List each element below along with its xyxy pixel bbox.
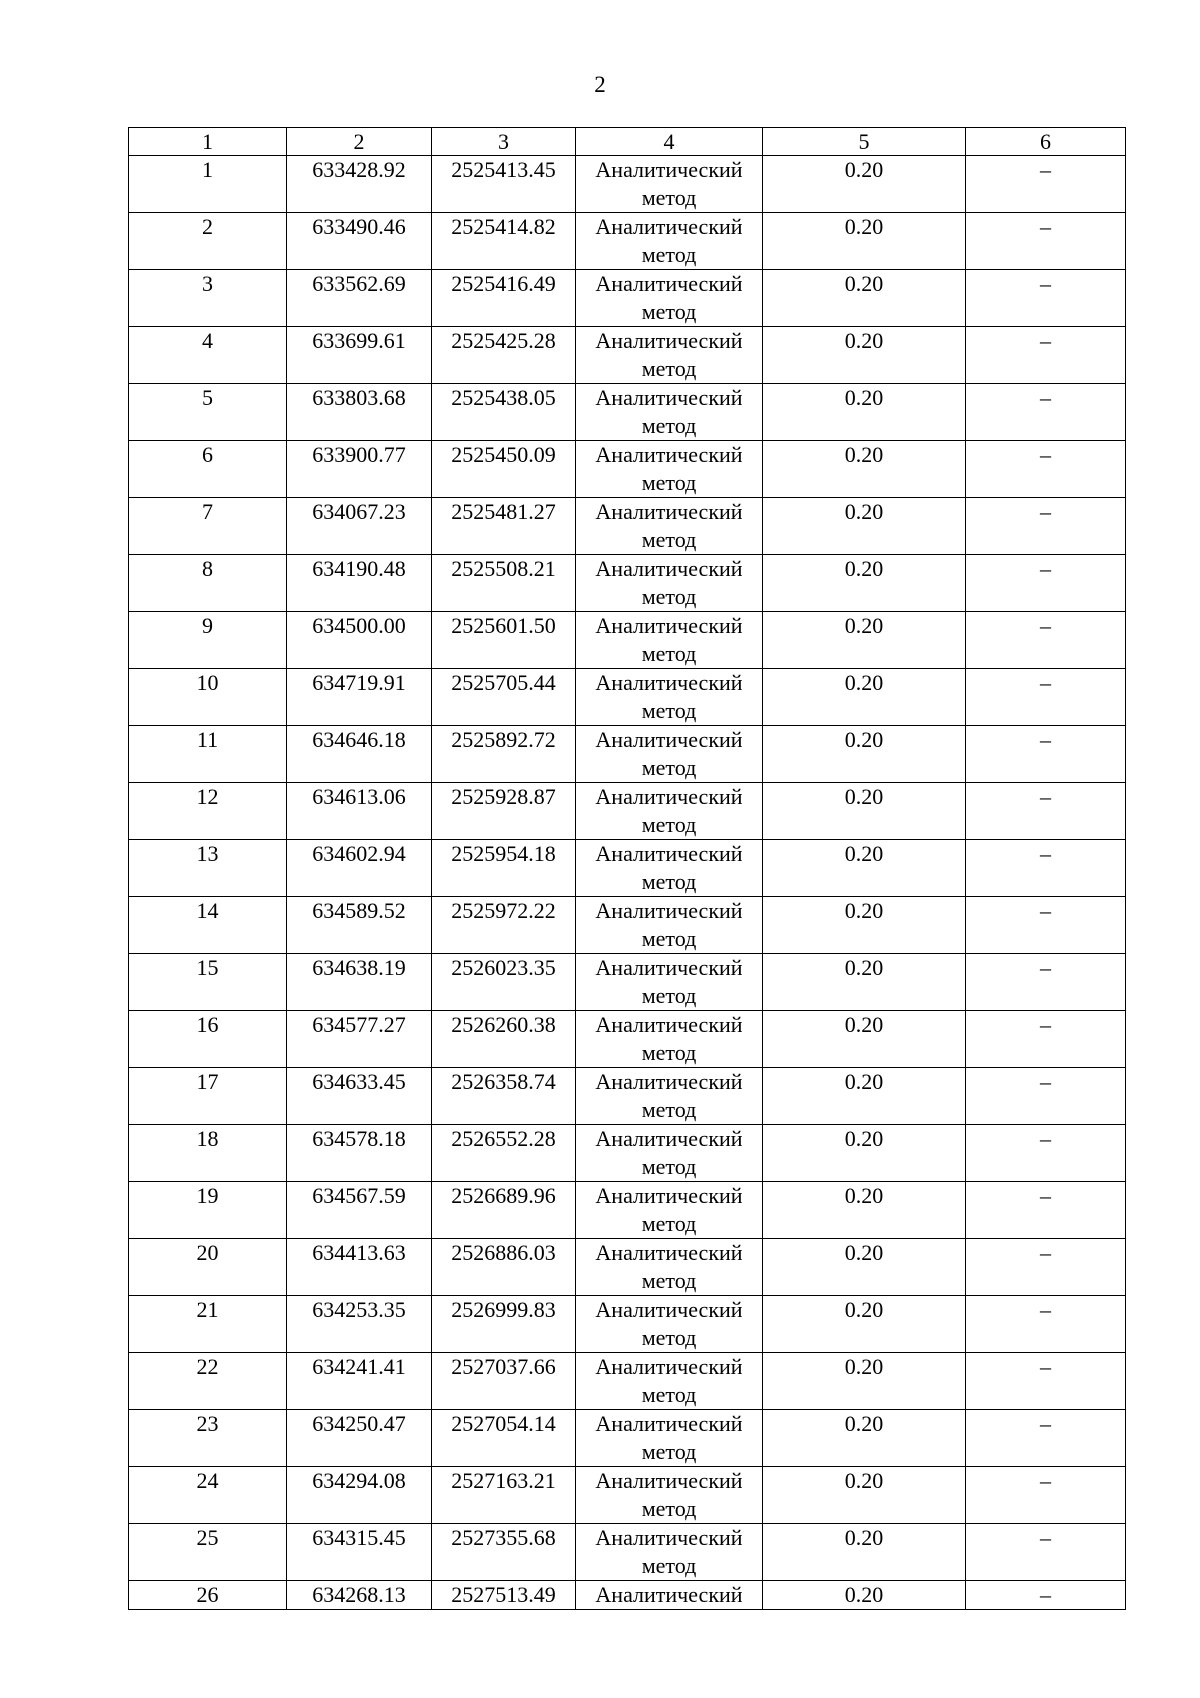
accuracy-cell: 0.20 (763, 156, 966, 213)
method-cell: Аналитический метод (576, 954, 763, 1011)
y-coordinate-cell: 2525413.45 (432, 156, 576, 213)
note-cell: – (966, 897, 1126, 954)
note-cell: – (966, 270, 1126, 327)
point-number-cell: 25 (129, 1524, 287, 1581)
y-coordinate-cell: 2525928.87 (432, 783, 576, 840)
y-coordinate-cell: 2525481.27 (432, 498, 576, 555)
note-cell: – (966, 726, 1126, 783)
y-coordinate-cell: 2527163.21 (432, 1467, 576, 1524)
y-coordinate-cell: 2525508.21 (432, 555, 576, 612)
point-number-cell: 1 (129, 156, 287, 213)
x-coordinate-cell: 634578.18 (287, 1125, 432, 1182)
x-coordinate-cell: 633699.61 (287, 327, 432, 384)
method-cell: Аналитический метод (576, 1068, 763, 1125)
table-row (129, 1239, 1126, 1296)
table-row (129, 897, 1126, 954)
column-header: 1 (129, 128, 287, 156)
table-row (129, 441, 1126, 498)
y-coordinate-cell: 2525450.09 (432, 441, 576, 498)
table-row (129, 954, 1126, 1011)
table-row (129, 1068, 1126, 1125)
method-cell: Аналитический метод (576, 1524, 763, 1581)
page-number: 2 (594, 72, 606, 97)
x-coordinate-cell: 634638.19 (287, 954, 432, 1011)
method-cell: Аналитический метод (576, 384, 763, 441)
table-row (129, 327, 1126, 384)
accuracy-cell: 0.20 (763, 840, 966, 897)
point-number-cell: 8 (129, 555, 287, 612)
x-coordinate-cell: 633490.46 (287, 213, 432, 270)
x-coordinate-cell: 634613.06 (287, 783, 432, 840)
column-header: 6 (966, 128, 1126, 156)
x-coordinate-cell: 634577.27 (287, 1011, 432, 1068)
table-header-row (129, 128, 1126, 156)
method-cell: Аналитический метод (576, 1011, 763, 1068)
accuracy-cell: 0.20 (763, 498, 966, 555)
note-cell: – (966, 669, 1126, 726)
y-coordinate-cell: 2525972.22 (432, 897, 576, 954)
note-cell: – (966, 1410, 1126, 1467)
column-header: 5 (763, 128, 966, 156)
x-coordinate-cell: 634268.13 (287, 1581, 432, 1610)
accuracy-cell: 0.20 (763, 1239, 966, 1296)
table-row (129, 1296, 1126, 1353)
point-number-cell: 9 (129, 612, 287, 669)
note-cell: – (966, 840, 1126, 897)
accuracy-cell: 0.20 (763, 954, 966, 1011)
accuracy-cell: 0.20 (763, 1410, 966, 1467)
x-coordinate-cell: 633900.77 (287, 441, 432, 498)
table-row (129, 156, 1126, 213)
note-cell: – (966, 954, 1126, 1011)
method-cell: Аналитический метод (576, 156, 763, 213)
accuracy-cell: 0.20 (763, 327, 966, 384)
y-coordinate-cell: 2527037.66 (432, 1353, 576, 1410)
x-coordinate-cell: 634241.41 (287, 1353, 432, 1410)
table-body (129, 156, 1126, 1610)
point-number-cell: 12 (129, 783, 287, 840)
table-row (129, 726, 1126, 783)
accuracy-cell: 0.20 (763, 213, 966, 270)
column-header: 4 (576, 128, 763, 156)
x-coordinate-cell: 633803.68 (287, 384, 432, 441)
x-coordinate-cell: 634589.52 (287, 897, 432, 954)
method-cell: Аналитический метод (576, 327, 763, 384)
point-number-cell: 19 (129, 1182, 287, 1239)
method-cell: Аналитический метод (576, 441, 763, 498)
x-coordinate-cell: 634567.59 (287, 1182, 432, 1239)
point-number-cell: 24 (129, 1467, 287, 1524)
note-cell: – (966, 1011, 1126, 1068)
column-header: 2 (287, 128, 432, 156)
table-row (129, 1467, 1126, 1524)
x-coordinate-cell: 634719.91 (287, 669, 432, 726)
note-cell: – (966, 1068, 1126, 1125)
note-cell: – (966, 1239, 1126, 1296)
note-cell: – (966, 498, 1126, 555)
point-number-cell: 22 (129, 1353, 287, 1410)
table-row (129, 555, 1126, 612)
table-row (129, 1410, 1126, 1467)
accuracy-cell: 0.20 (763, 1068, 966, 1125)
y-coordinate-cell: 2527513.49 (432, 1581, 576, 1610)
table-row (129, 1581, 1126, 1610)
accuracy-cell: 0.20 (763, 384, 966, 441)
point-number-cell: 5 (129, 384, 287, 441)
x-coordinate-cell: 634250.47 (287, 1410, 432, 1467)
y-coordinate-cell: 2526886.03 (432, 1239, 576, 1296)
point-number-cell: 13 (129, 840, 287, 897)
point-number-cell: 6 (129, 441, 287, 498)
method-cell: Аналитический метод (576, 669, 763, 726)
x-coordinate-cell: 634413.63 (287, 1239, 432, 1296)
note-cell: – (966, 156, 1126, 213)
accuracy-cell: 0.20 (763, 783, 966, 840)
point-number-cell: 4 (129, 327, 287, 384)
note-cell: – (966, 1524, 1126, 1581)
accuracy-cell: 0.20 (763, 1581, 966, 1610)
table-row (129, 1125, 1126, 1182)
point-number-cell: 23 (129, 1410, 287, 1467)
y-coordinate-cell: 2525425.28 (432, 327, 576, 384)
y-coordinate-cell: 2526552.28 (432, 1125, 576, 1182)
point-number-cell: 7 (129, 498, 287, 555)
table-row (129, 498, 1126, 555)
y-coordinate-cell: 2525601.50 (432, 612, 576, 669)
accuracy-cell: 0.20 (763, 669, 966, 726)
method-cell: Аналитический метод (576, 498, 763, 555)
y-coordinate-cell: 2525438.05 (432, 384, 576, 441)
note-cell: – (966, 1353, 1126, 1410)
y-coordinate-cell: 2525705.44 (432, 669, 576, 726)
point-number-cell: 21 (129, 1296, 287, 1353)
x-coordinate-cell: 634315.45 (287, 1524, 432, 1581)
method-cell: Аналитический (576, 1581, 763, 1610)
table-row (129, 1353, 1126, 1410)
y-coordinate-cell: 2526260.38 (432, 1011, 576, 1068)
method-cell: Аналитический метод (576, 840, 763, 897)
y-coordinate-cell: 2525954.18 (432, 840, 576, 897)
method-cell: Аналитический метод (576, 1125, 763, 1182)
method-cell: Аналитический метод (576, 1239, 763, 1296)
method-cell: Аналитический метод (576, 213, 763, 270)
note-cell: – (966, 327, 1126, 384)
note-cell: – (966, 1467, 1126, 1524)
accuracy-cell: 0.20 (763, 1296, 966, 1353)
y-coordinate-cell: 2526689.96 (432, 1182, 576, 1239)
point-number-cell: 3 (129, 270, 287, 327)
point-number-cell: 10 (129, 669, 287, 726)
table-row (129, 384, 1126, 441)
coordinates-table (128, 127, 1126, 1610)
x-coordinate-cell: 634602.94 (287, 840, 432, 897)
table-row (129, 213, 1126, 270)
x-coordinate-cell: 634190.48 (287, 555, 432, 612)
method-cell: Аналитический метод (576, 783, 763, 840)
x-coordinate-cell: 634633.45 (287, 1068, 432, 1125)
table-row (129, 669, 1126, 726)
accuracy-cell: 0.20 (763, 270, 966, 327)
x-coordinate-cell: 634067.23 (287, 498, 432, 555)
y-coordinate-cell: 2527355.68 (432, 1524, 576, 1581)
x-coordinate-cell: 634294.08 (287, 1467, 432, 1524)
accuracy-cell: 0.20 (763, 1467, 966, 1524)
column-header: 3 (432, 128, 576, 156)
method-cell: Аналитический метод (576, 612, 763, 669)
x-coordinate-cell: 634500.00 (287, 612, 432, 669)
table-row (129, 612, 1126, 669)
note-cell: – (966, 1296, 1126, 1353)
method-cell: Аналитический метод (576, 555, 763, 612)
accuracy-cell: 0.20 (763, 555, 966, 612)
method-cell: Аналитический метод (576, 1353, 763, 1410)
method-cell: Аналитический метод (576, 1182, 763, 1239)
y-coordinate-cell: 2525414.82 (432, 213, 576, 270)
x-coordinate-cell: 633428.92 (287, 156, 432, 213)
note-cell: – (966, 555, 1126, 612)
point-number-cell: 18 (129, 1125, 287, 1182)
point-number-cell: 20 (129, 1239, 287, 1296)
note-cell: – (966, 783, 1126, 840)
point-number-cell: 11 (129, 726, 287, 783)
point-number-cell: 14 (129, 897, 287, 954)
y-coordinate-cell: 2527054.14 (432, 1410, 576, 1467)
accuracy-cell: 0.20 (763, 897, 966, 954)
accuracy-cell: 0.20 (763, 1125, 966, 1182)
x-coordinate-cell: 634646.18 (287, 726, 432, 783)
accuracy-cell: 0.20 (763, 441, 966, 498)
y-coordinate-cell: 2525892.72 (432, 726, 576, 783)
accuracy-cell: 0.20 (763, 1524, 966, 1581)
point-number-cell: 15 (129, 954, 287, 1011)
note-cell: – (966, 1182, 1126, 1239)
y-coordinate-cell: 2526999.83 (432, 1296, 576, 1353)
table-row (129, 1182, 1126, 1239)
method-cell: Аналитический метод (576, 726, 763, 783)
accuracy-cell: 0.20 (763, 1182, 966, 1239)
method-cell: Аналитический метод (576, 1410, 763, 1467)
note-cell: – (966, 384, 1126, 441)
table-row (129, 840, 1126, 897)
method-cell: Аналитический метод (576, 1296, 763, 1353)
accuracy-cell: 0.20 (763, 726, 966, 783)
y-coordinate-cell: 2525416.49 (432, 270, 576, 327)
point-number-cell: 16 (129, 1011, 287, 1068)
method-cell: Аналитический метод (576, 897, 763, 954)
x-coordinate-cell: 634253.35 (287, 1296, 432, 1353)
note-cell: – (966, 612, 1126, 669)
x-coordinate-cell: 633562.69 (287, 270, 432, 327)
point-number-cell: 26 (129, 1581, 287, 1610)
y-coordinate-cell: 2526023.35 (432, 954, 576, 1011)
table-row (129, 270, 1126, 327)
accuracy-cell: 0.20 (763, 1011, 966, 1068)
point-number-cell: 2 (129, 213, 287, 270)
accuracy-cell: 0.20 (763, 1353, 966, 1410)
note-cell: – (966, 1125, 1126, 1182)
note-cell: – (966, 1581, 1126, 1610)
note-cell: – (966, 441, 1126, 498)
note-cell: – (966, 213, 1126, 270)
method-cell: Аналитический метод (576, 270, 763, 327)
table-row (129, 1524, 1126, 1581)
point-number-cell: 17 (129, 1068, 287, 1125)
table-row (129, 783, 1126, 840)
accuracy-cell: 0.20 (763, 612, 966, 669)
y-coordinate-cell: 2526358.74 (432, 1068, 576, 1125)
table-row (129, 1011, 1126, 1068)
method-cell: Аналитический метод (576, 1467, 763, 1524)
